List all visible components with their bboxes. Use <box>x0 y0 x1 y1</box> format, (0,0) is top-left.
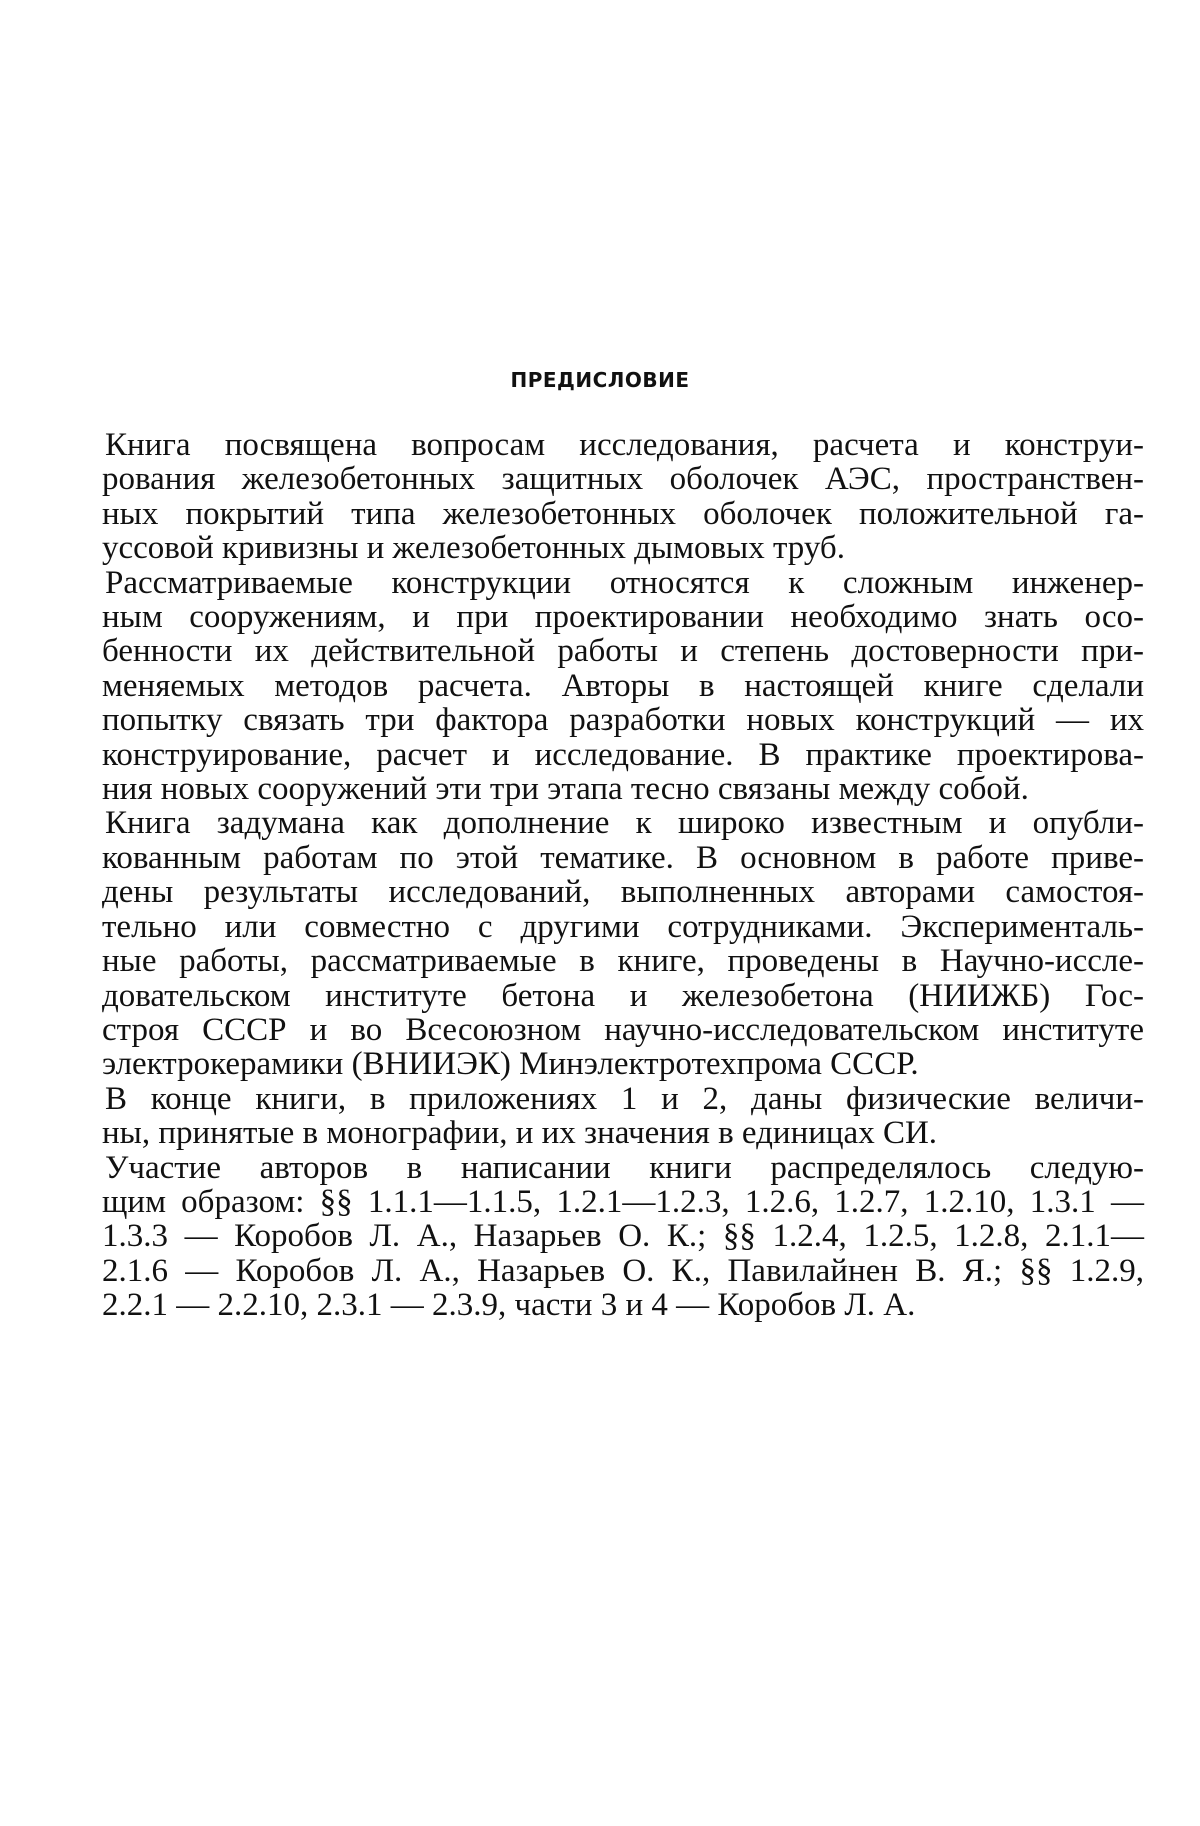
page-title: ПРЕДИСЛОВИЕ <box>510 368 690 392</box>
text-line: электрокерамики (ВНИИЭК) Минэлектротехпрома СССР. <box>102 1046 919 1083</box>
text-line: 2.2.1 — 2.2.10, 2.3.1 — 2.3.9, части 3 и 4 — Коробов Л. А. <box>102 1287 916 1324</box>
text-line: кованным работам по этой тематике. В основном в работе приве- <box>102 839 1144 876</box>
text-line: 1.3.3 — Коробов Л. А., Назарьев О. К.; §§ 1.2.4, 1.2.5, 1.2.8, 2.1.1— <box>102 1218 1144 1255</box>
text-line: Книга задумана как дополнение к широко известным и опубли- <box>105 805 1144 842</box>
paragraph-3 <box>102 806 1144 1081</box>
text-line: бенности их действительной работы и степень достоверности при- <box>102 633 1144 670</box>
text-line: ны, принятые в монографии, и их значения в единицах СИ. <box>102 1115 938 1152</box>
text-line: ным сооружениям, и при проектировании необходимо знать осо- <box>102 599 1144 636</box>
paragraph-4 <box>102 1082 1144 1151</box>
text-line: Книга посвящена вопросам исследования, расчета и конструи- <box>105 427 1144 463</box>
paragraph-5 <box>102 1151 1144 1323</box>
text-line: ные работы, рассматриваемые в книге, проведены в Научно-иссле- <box>102 943 1144 980</box>
text-line: рования железобетонных защитных оболочек АЭС, пространствен- <box>102 461 1144 498</box>
text-line: В конце книги, в приложениях 1 и 2, даны физические величи- <box>105 1080 1144 1117</box>
body-text <box>102 428 1144 1323</box>
text-line: дены результаты исследований, выполненных авторами самостоя- <box>102 874 1144 911</box>
text-line: тельно или совместно с другими сотрудниками. Эксперименталь- <box>102 908 1144 945</box>
text-line: уссовой кривизны и железобетонных дымовых труб. <box>102 530 845 567</box>
text-line: конструирование, расчет и исследование. В практике проектирова- <box>102 736 1144 773</box>
text-line: ных покрытий типа железобетонных оболочек положительной га- <box>102 495 1144 532</box>
text-line: меняемых методов расчета. Авторы в настоящей книге сделали <box>102 667 1144 704</box>
paragraph-2 <box>102 566 1144 807</box>
text-line: попытку связать три фактора разработки новых конструкций — их <box>102 702 1144 739</box>
text-line: Рассматриваемые конструкции относятся к сложным инженер- <box>105 564 1144 601</box>
text-line: ния новых сооружений эти три этапа тесно связаны между собой. <box>102 771 1029 808</box>
text-line: Участие авторов в написании книги распределялось следую- <box>105 1149 1144 1186</box>
text-line: 2.1.6 — Коробов Л. А., Назарьев О. К., Павилайнен В. Я.; §§ 1.2.9, <box>102 1252 1144 1289</box>
text-line: строя СССР и во Всесоюзном научно-исследовательском институте <box>102 1011 1144 1048</box>
text-line: щим образом: §§ 1.1.1—1.1.5, 1.2.1—1.2.3, 1.2.6, 1.2.7, 1.2.10, 1.3.1 — <box>102 1183 1144 1220</box>
paragraph-1 <box>102 428 1144 566</box>
text-line: довательском институте бетона и железобетона (НИИЖБ) Гос- <box>102 977 1144 1014</box>
